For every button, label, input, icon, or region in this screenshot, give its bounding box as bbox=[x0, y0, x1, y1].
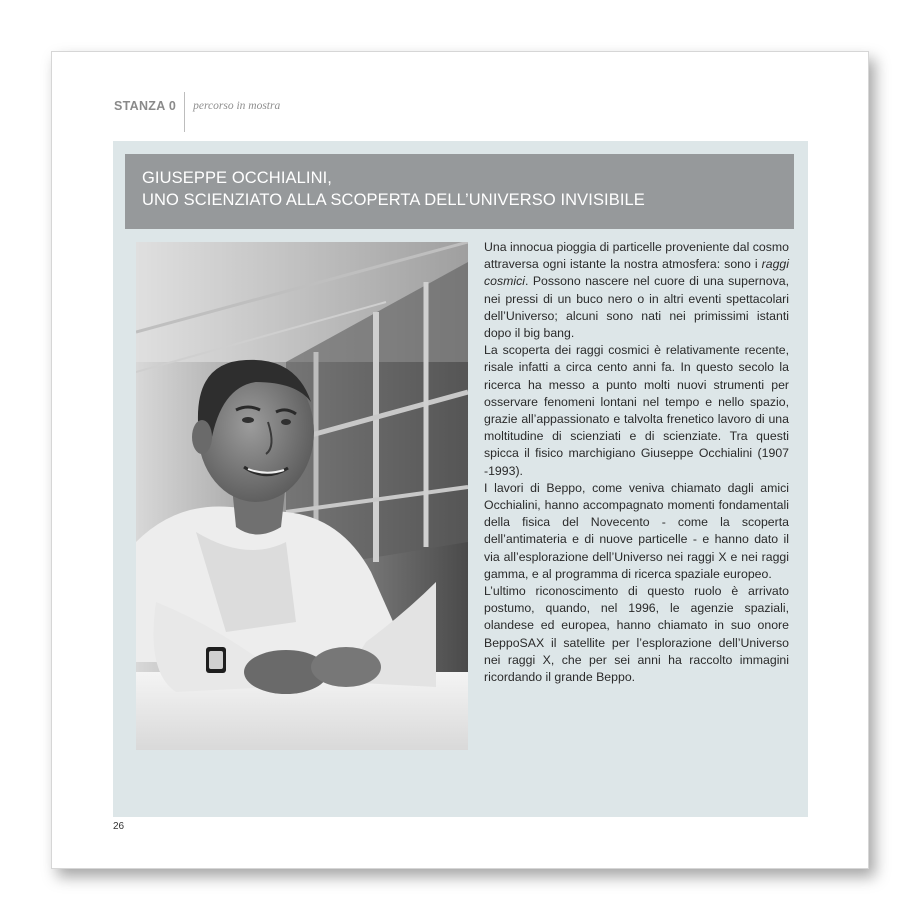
paragraph-4: L’ultimo riconoscimento di questo ruolo è arrivato postumo, quando, nel 1996, le agenzie spaziali, olandese ed europea, hanno chiamato in suo onore BeppoSAX il satellite per l’esplorazione dell’Universo nei raggi X, che per sei anni ha raccolto immagini ricordando il grande Beppo. bbox=[484, 584, 789, 685]
paragraph-1 bbox=[484, 239, 789, 342]
paragraph-1-italic: raggi cosmici bbox=[484, 257, 789, 289]
running-header bbox=[114, 94, 280, 118]
content-panel bbox=[113, 141, 808, 817]
portrait-photo bbox=[136, 242, 468, 750]
page-number: 26 bbox=[113, 821, 125, 832]
title-bar bbox=[125, 154, 794, 229]
book-page bbox=[51, 51, 869, 869]
paragraph-1-start: Una innocua pioggia di particelle proveniente dal cosmo attraversa ogni istante la nostra atmosfera: sono i bbox=[484, 240, 789, 272]
section-label: STANZA 0 bbox=[114, 99, 177, 113]
section-subtitle: percorso in mostra bbox=[193, 100, 281, 112]
title-line-1: GIUSEPPE OCCHIALINI, bbox=[142, 169, 332, 187]
portrait-photo-icon bbox=[136, 242, 468, 750]
header-divider bbox=[184, 92, 185, 132]
article-body bbox=[484, 239, 789, 686]
title-line-2: UNO SCIENZIATO ALLA SCOPERTA DELL’UNIVERSO INVISIBILE bbox=[142, 191, 645, 209]
paragraph-2: La scoperta dei raggi cosmici è relativamente recente, risale infatti a circa cento anni fa. In questo secolo la ricerca ha messo a punto molti nuovi strumenti per osservare fenomeni lontani nel tempo e nello spazio, grazie all’appassionato e talvolta frenetico lavoro di una moltitudine di scienziati e di scienziate. Tra questi spicca il fisico marchigiano Giuseppe Occhialini (1907 -1993). bbox=[484, 343, 789, 478]
paragraph-3: I lavori di Beppo, come veniva chiamato dagli amici Occhialini, hanno accompagnato momenti fondamentali della fisica del Novecento - come la scoperta dell’antimateria e di nuove particelle - e hanno dato il via all’esplorazione dell’Universo nei raggi X e nei raggi gamma, e al programma di ricerca spaziale europeo. bbox=[484, 480, 789, 581]
paragraph-1-end: . Possono nascere nel cuore di una supernova, nei pressi di un buco nero o in altri eventi spettacolari dell’Universo; alcuni sono nati nei primissimi istanti dopo il big bang. bbox=[484, 274, 789, 341]
